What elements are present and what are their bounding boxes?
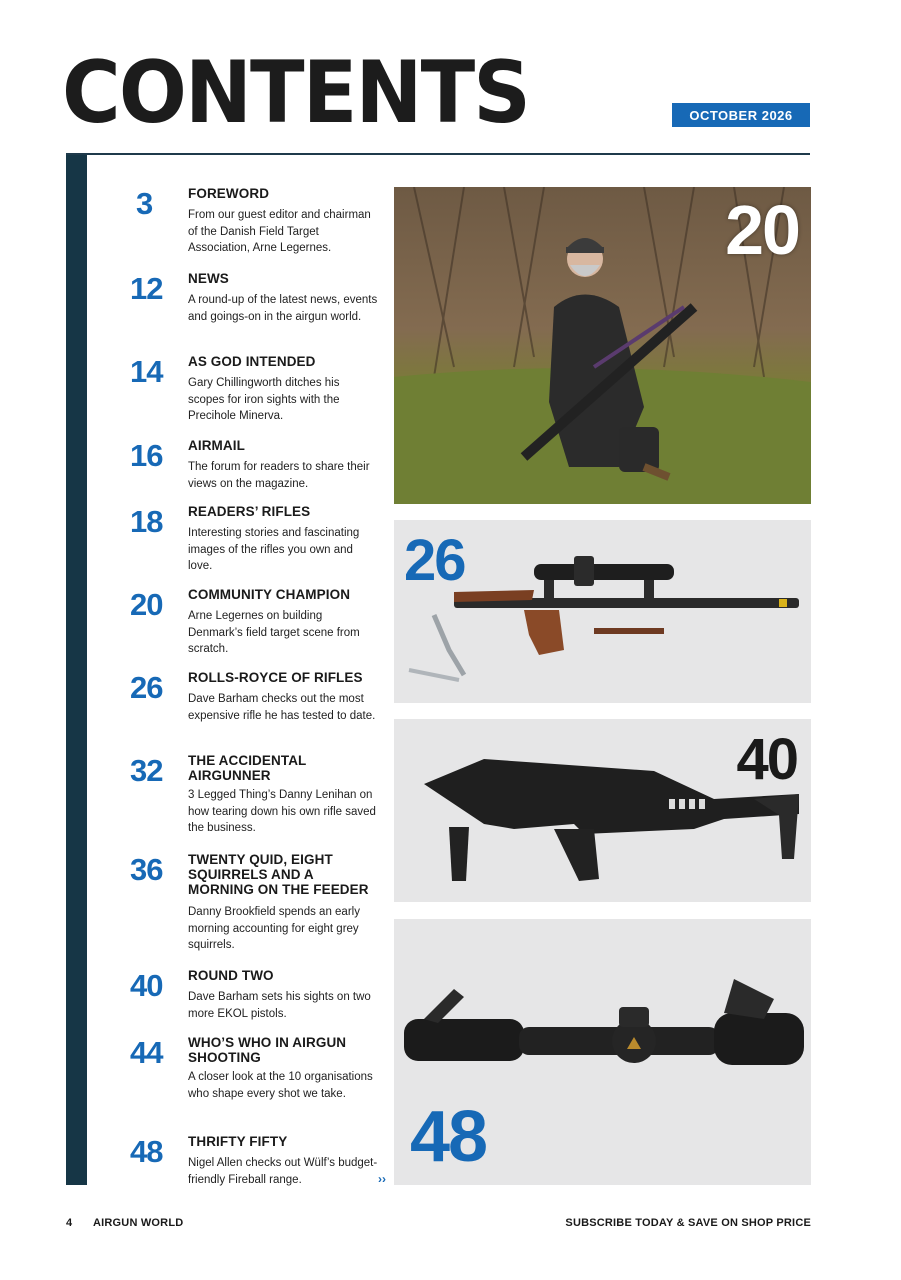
toc-heading: READERS’ RIFLES bbox=[188, 504, 311, 519]
toc-page-number: 16 bbox=[130, 438, 163, 473]
feature-photo-48[interactable] bbox=[394, 919, 811, 1185]
feature-page-number: 48 bbox=[410, 1097, 487, 1177]
feature-photo-20[interactable] bbox=[394, 187, 811, 504]
toc-description: A closer look at the 10 organisations who shape every shot we take. bbox=[188, 1071, 373, 1100]
toc-heading: AIRMAIL bbox=[188, 438, 245, 453]
toc-description: Gary Chillingworth ditches his scopes for iron sights with the Precihole Minerva. bbox=[188, 377, 340, 422]
toc-description: Dave Barham checks out the most expensive rifle he has tested to date. bbox=[188, 693, 376, 722]
toc-description: Interesting stories and fascinating images of the rifles you own and love. bbox=[188, 527, 360, 572]
toc-heading: THRIFTY FIFTY bbox=[188, 1134, 288, 1149]
toc-heading: THE ACCIDENTAL AIRGUNNER bbox=[188, 753, 307, 783]
toc-description: From our guest editor and chairman of the Danish Field Target Association, Arne Legernes. bbox=[188, 209, 371, 254]
toc-description: Dave Barham sets his sights on two more EKOL pistols. bbox=[188, 991, 371, 1020]
toc-description: Arne Legernes on building Denmark’s field target scene from scratch. bbox=[188, 610, 360, 655]
toc-description: 3 Legged Thing’s Danny Lenihan on how tearing down his own rifle saved the business. bbox=[188, 789, 376, 834]
toc-description: Danny Brookfield spends an early morning accounting for eight grey squirrels. bbox=[188, 906, 360, 951]
toc-description: Nigel Allen checks out Wülf’s budget-friendly Fireball range. bbox=[188, 1157, 378, 1186]
toc-heading: COMMUNITY CHAMPION bbox=[188, 587, 351, 602]
sidebar-bar bbox=[66, 155, 87, 1185]
feature-page-number: 40 bbox=[736, 727, 797, 792]
toc-page-number: 12 bbox=[130, 271, 163, 306]
toc-page-number: 48 bbox=[130, 1134, 163, 1169]
toc-page-number: 36 bbox=[130, 852, 163, 887]
footer-magazine-name: AIRGUN WORLD bbox=[93, 1217, 184, 1229]
toc-heading: TWENTY QUID, EIGHT SQUIRRELS AND A MORNING ON THE FEEDER bbox=[188, 852, 369, 897]
toc-heading: ROUND TWO bbox=[188, 968, 274, 983]
subscribe-link[interactable]: SUBSCRIBE TODAY & SAVE ON SHOP PRICE bbox=[565, 1217, 811, 1229]
feature-page-number: 20 bbox=[725, 191, 799, 269]
toc-heading: NEWS bbox=[188, 271, 229, 286]
toc-heading: WHO’S WHO IN AIRGUN SHOOTING bbox=[188, 1035, 347, 1065]
toc-page-number: 32 bbox=[130, 753, 163, 788]
toc-page-number: 26 bbox=[130, 670, 163, 705]
page-title: CONTENTS bbox=[62, 43, 530, 143]
toc-page-number: 20 bbox=[130, 587, 163, 622]
feature-photo-40[interactable] bbox=[394, 719, 811, 902]
toc-heading: FOREWORD bbox=[188, 186, 270, 201]
toc-description: A round-up of the latest news, events and goings-on in the airgun world. bbox=[188, 294, 378, 323]
toc-page-number: 3 bbox=[136, 186, 153, 221]
toc-page-number: 44 bbox=[130, 1035, 163, 1070]
toc-heading: AS GOD INTENDED bbox=[188, 354, 316, 369]
toc-description: The forum for readers to share their views on the magazine. bbox=[188, 461, 370, 490]
continue-arrow-icon: ›› bbox=[378, 1172, 386, 1186]
header-rule bbox=[66, 153, 810, 155]
toc-heading: ROLLS-ROYCE OF RIFLES bbox=[188, 670, 363, 685]
toc-page-number: 14 bbox=[130, 354, 163, 389]
issue-date-badge: OCTOBER 2026 bbox=[672, 103, 810, 127]
footer-page-number: 4 bbox=[66, 1217, 73, 1229]
feature-photo-26[interactable] bbox=[394, 520, 811, 703]
feature-page-number: 26 bbox=[404, 528, 465, 593]
toc-page-number: 40 bbox=[130, 968, 163, 1003]
toc-page-number: 18 bbox=[130, 504, 163, 539]
